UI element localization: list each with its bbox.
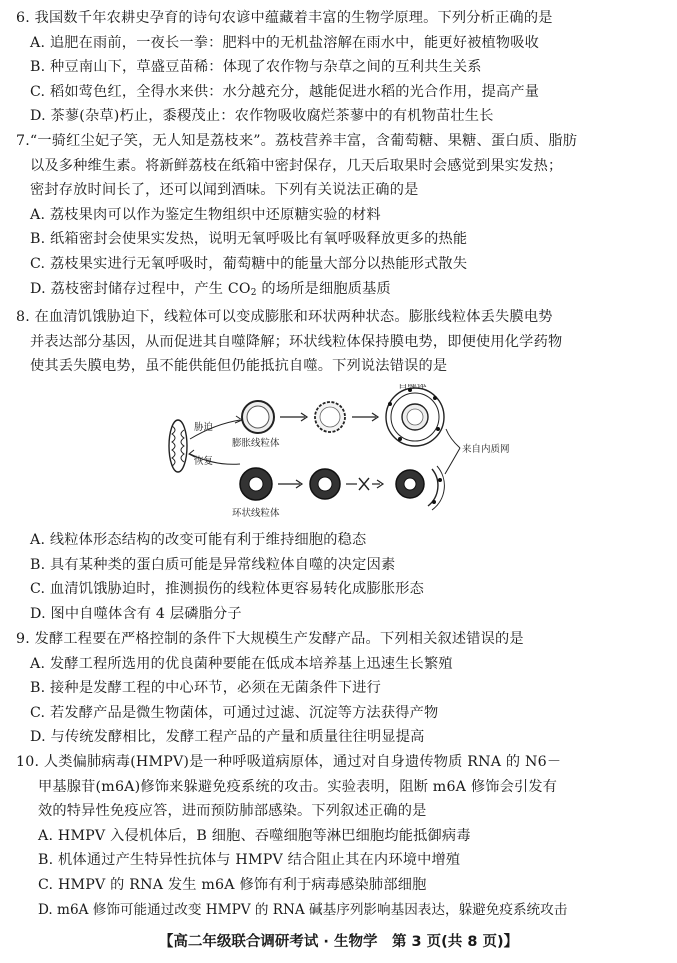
question-6-option-b: B. 种豆南山下，草盛豆苗稀：体现了农作物与杂草之间的互利共生关系: [30, 59, 482, 76]
question-9: [16, 627, 666, 750]
recover-label: 恢复: [194, 456, 214, 467]
question-8-stem-line: 并表达部分基因，从而促进其自噬降解；环状线粒体保持膜电势，即便使用化学药物: [30, 333, 563, 350]
question-10-stem-line: 效的特异性免疫应答，进而预防肺部感染。下列叙述正确的是: [38, 803, 427, 820]
question-6-option-c: C. 稻如莺色红，全得水来供：水分越充分，越能促进水稻的光合作用，提高产量: [30, 83, 540, 100]
page-footer: 【高二年级联合调研考试 · 生物学 第 3 页(共 8 页)】: [158, 934, 519, 950]
question-10-option-a: A. HMPV 入侵机体后，B 细胞、吞噬细胞等淋巴细胞均能抵御病毒: [38, 827, 471, 844]
question-7-option-b: B. 纸箱密封会使果实发热，说明无氧呼吸比有氧呼吸释放更多的热能: [30, 231, 468, 248]
question-7-option-d: [16, 277, 666, 302]
autophagosome-label: 自噬体: [398, 384, 427, 391]
mitochondria-diagram: [160, 384, 530, 524]
ring-mitochondrion-label: 环状线粒体: [232, 508, 280, 519]
swollen-mitochondrion: [242, 401, 274, 433]
question-8-stem-line: 8. 在血清饥饿胁迫下，线粒体可以变成膨胀和环状两种状态。膨胀线粒体丢失膜电势: [16, 309, 553, 325]
question-7-stem-line: 以及多种维生素。将新鲜荔枝在纸箱中密封保存，几天后取果时会感觉到果实发热；: [30, 157, 563, 174]
question-6: [16, 6, 666, 129]
question-9-option-a: A. 发酵工程所选用的优良菌种要能在低成本培养基上迅速生长繁殖: [30, 655, 453, 672]
question-6-option-a: A. 追肥在雨前，一夜长一拳：肥料中的无机盐溶解在雨水中，能更好被植物吸收: [30, 34, 540, 51]
question-10-option-b: B. 机体通过产生特异性抗体与 HMPV 结合阻止其在内环境中增殖: [38, 852, 461, 869]
question-10-option-d: D. m6A 修饰可能通过改变 HMPV 的 RNA 碱基序列影响基因表达，躲避免疫系统攻击: [38, 901, 568, 918]
autophagosome: [386, 388, 444, 446]
question-7-option-c: C. 荔枝果实进行无氧呼吸时，葡萄糖中的能量大部分以热能形式散失: [30, 255, 468, 272]
question-8-option-b: B. 具有某种类的蛋白质可能是异常线粒体自噬的决定因素: [30, 556, 396, 573]
er-label: 来自内质网: [462, 444, 510, 455]
question-10-stem-line: 10. 人类偏肺病毒(HMPV)是一种呼吸道病原体，通过对自身遗传物质 RNA 的 N6－: [16, 754, 562, 770]
question-8-stem-line: 使其丢失膜电势，虽不能供能但仍能抵抗自噬。下列说法错误的是: [30, 358, 448, 375]
question-8-option-a: A. 线粒体形态结构的改变可能有利于维持细胞的稳态: [30, 532, 367, 548]
option-d-text-post: 的场所是细胞质基质: [256, 280, 391, 297]
question-10-option-c: C. HMPV 的 RNA 发生 m6A 修饰有利于病毒感染肺部细胞: [38, 876, 427, 893]
swollen-mitochondrion-2: [315, 402, 345, 432]
question-9-option-c: C. 若发酵产品是微生物菌体，可通过过滤、沉淀等方法获得产物: [30, 704, 439, 721]
option-d-text-pre: D. 荔枝密封储存过程中，产生 CO: [30, 280, 251, 297]
ring-mitochondrion-with-membrane: [396, 466, 444, 510]
swollen-mitochondrion-label: 膨胀线粒体: [232, 438, 280, 449]
question-9-option-d: D. 与传统发酵相比，发酵工程产品的产量和质量往往明显提高: [30, 729, 425, 746]
question-9-stem: 9. 发酵工程要在严格控制的条件下大规模生产发酵产品。下列相关叙述错误的是: [16, 631, 524, 647]
question-8-option-c: C. 血清饥饿胁迫时，推测损伤的线粒体更容易转化成膨胀形态: [30, 581, 425, 598]
question-10: [16, 750, 666, 922]
question-7-option-a: A. 荔枝果肉可以作为鉴定生物组织中还原糖实验的材料: [30, 206, 381, 223]
ring-mitochondrion-2: [310, 469, 340, 499]
question-6-stem: 6. 我国数千年农耕史孕育的诗句农谚中蕴藏着丰富的生物学原理。下列分析正确的是: [16, 10, 553, 26]
stress-label: 胁迫: [194, 422, 214, 433]
blocked-x-icon: [359, 478, 369, 490]
question-7-stem-line: 7.“一骑红尘妃子笑，无人知是荔枝来”。荔枝营养丰富，含葡萄糖、果糖、蛋白质、脂肪: [16, 133, 578, 149]
question-8: [16, 305, 666, 379]
normal-mitochondrion: [169, 420, 187, 472]
ring-mitochondrion: [240, 468, 272, 500]
question-8-option-d: D. 图中自噬体含有 4 层磷脂分子: [30, 605, 242, 622]
co2-subscript: 2: [250, 287, 257, 298]
question-7-stem-line: 密封存放时间长了，还可以闻到酒味。下列有关说法正确的是: [30, 182, 419, 199]
question-6-option-d: D. 茶蓼(杂草)朽止，黍稷茂止：农作物吸收腐烂茶蓼中的有机物苗壮生长: [30, 108, 494, 125]
question-10-stem-line: 甲基腺苷(m6A)修饰来躲避免疫系统的攻击。实验表明，阻断 m6A 修饰会引发有: [38, 778, 558, 795]
question-9-option-b: B. 接种是发酵工程的中心环节，必须在无菌条件下进行: [30, 680, 381, 697]
question-7: [16, 129, 666, 301]
question-8-options: [16, 528, 666, 626]
